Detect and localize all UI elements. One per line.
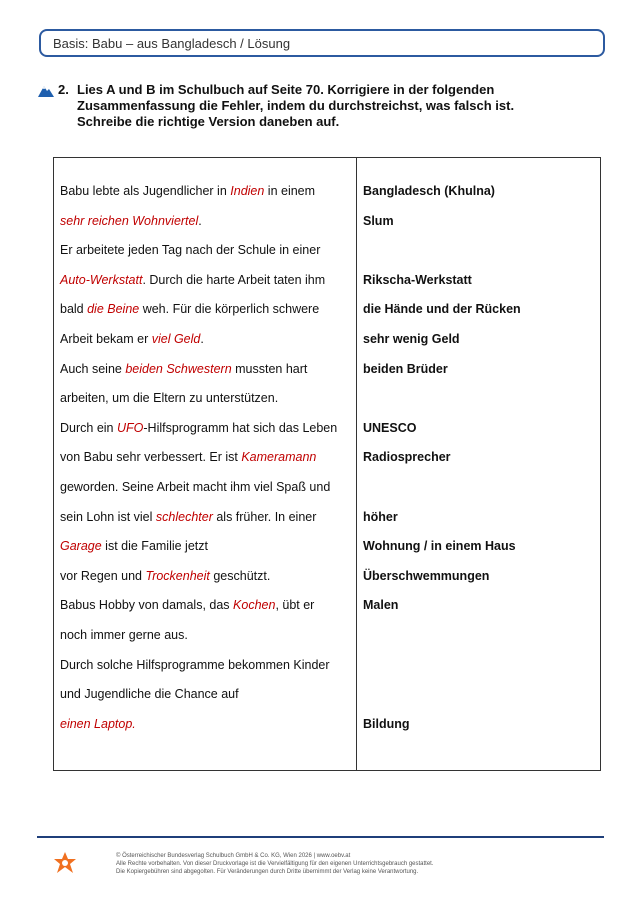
table-row-correction: Radiosprecher — [363, 450, 451, 464]
task-number: 2. — [58, 82, 69, 97]
table-row-left — [60, 596, 314, 614]
error-text: beiden Schwestern — [125, 362, 232, 376]
summary-text: Durch solche Hilfsprogramme bekommen Kinder — [60, 658, 330, 672]
error-text: Trockenheit — [145, 569, 210, 583]
error-text: Indien — [230, 184, 265, 198]
table-row-left — [60, 241, 320, 259]
footer-text — [116, 852, 434, 876]
summary-text: vor Regen und — [60, 569, 146, 583]
table-row-correction: Wohnung / in einem Haus — [363, 539, 516, 553]
oebv-logo-icon — [52, 850, 78, 876]
error-text: einen Laptop. — [60, 717, 136, 731]
summary-text: weh. Für die körperlich schwere — [139, 302, 320, 316]
summary-text: Arbeit bekam er — [60, 332, 152, 346]
table-row-correction: beiden Brüder — [363, 362, 448, 376]
table-row-correction: sehr wenig Geld — [363, 332, 460, 346]
table-row-left — [60, 626, 188, 644]
task-line: Schreibe die richtige Version daneben auf. — [77, 114, 340, 129]
error-text: Kameramann — [241, 450, 317, 464]
table-row-correction: Bildung — [363, 717, 410, 731]
table-row-correction: die Hände und der Rücken — [363, 302, 521, 316]
summary-text: noch immer gerne aus. — [60, 628, 188, 642]
correction-table — [53, 157, 601, 771]
table-row-left — [60, 300, 319, 318]
summary-text: sein Lohn ist viel — [60, 510, 156, 524]
task-line: Zusammenfassung die Fehler, indem du durchstreichst, was falsch ist. — [77, 98, 515, 113]
table-row-left — [60, 330, 204, 348]
error-text: schlechter — [155, 510, 213, 524]
summary-text: bald — [60, 302, 88, 316]
summary-text: . — [200, 332, 204, 346]
summary-text: und Jugendliche die Chance auf — [60, 687, 239, 701]
table-row-correction: UNESCO — [363, 421, 417, 435]
summary-text: , übt er — [275, 598, 315, 612]
error-text: Garage — [60, 539, 102, 553]
summary-text: . Durch die harte Arbeit taten ihm — [142, 273, 326, 287]
table-row-left — [60, 478, 330, 496]
page-title: Basis: Babu – aus Bangladesch / Lösung — [53, 36, 291, 51]
summary-text: Auch seine — [60, 362, 126, 376]
summary-text: Babu lebte als Jugendlicher in — [60, 184, 231, 198]
mountain-difficulty-icon — [38, 83, 54, 97]
summary-text: Babus Hobby von damals, das — [60, 598, 234, 612]
error-text: Kochen — [233, 598, 276, 612]
table-row-left — [60, 715, 136, 733]
table-row-left — [60, 182, 315, 200]
table-row-left — [60, 685, 239, 703]
summary-text: als früher. In einer — [212, 510, 317, 524]
table-row-left — [60, 656, 330, 674]
error-text: die Beine — [87, 302, 140, 316]
footer-line: Alle Rechte vorbehalten. Von dieser Druckvorlage ist die Vervielfältigung für den eigenen Unterrichtsgebrauch gestattet. — [116, 861, 434, 867]
column-divider — [356, 158, 357, 770]
summary-text: geschützt. — [209, 569, 271, 583]
table-row-correction: Malen — [363, 598, 399, 612]
table-row-correction: Slum — [363, 214, 394, 228]
task-instructions — [77, 82, 547, 130]
table-row-left — [60, 360, 307, 378]
summary-text: Durch ein — [60, 421, 117, 435]
summary-text: in einem — [264, 184, 316, 198]
summary-text: geworden. Seine Arbeit macht ihm viel Spaß und — [60, 480, 331, 494]
table-row-left — [60, 448, 316, 466]
table-row-correction: Überschwemmungen — [363, 569, 490, 583]
task-line: Lies A und B im Schulbuch auf Seite 70. Korrigiere in der folgenden — [77, 82, 495, 97]
footer-line: Die Kopiergebühren sind abgegolten. Für Veränderungen durch Dritte übernimmt der Verlag keine Verantwortung. — [116, 869, 419, 875]
footer-line: © Österreichischer Bundesverlag Schulbuch GmbH & Co. KG, Wien 2026 | www.oebv.at — [116, 853, 351, 859]
error-text: sehr reichen Wohnviertel — [60, 214, 199, 228]
summary-text: mussten hart — [231, 362, 308, 376]
table-row-left — [60, 419, 337, 437]
error-text: viel Geld — [151, 332, 201, 346]
table-row-correction: höher — [363, 510, 398, 524]
summary-text: Er arbeitete jeden Tag nach der Schule in einer — [60, 243, 321, 257]
summary-text: -Hilfsprogramm hat sich das Leben — [143, 421, 338, 435]
table-row-left — [60, 389, 278, 407]
table-row-left — [60, 508, 316, 526]
table-row-left — [60, 567, 270, 585]
summary-text: ist die Familie jetzt — [101, 539, 208, 553]
table-row-correction: Bangladesch (Khulna) — [363, 184, 495, 198]
footer-divider — [37, 836, 604, 838]
summary-text: arbeiten, um die Eltern zu unterstützen. — [60, 391, 279, 405]
summary-text: von Babu sehr verbessert. Er ist — [60, 450, 242, 464]
header-box — [39, 29, 605, 57]
error-text: Auto-Werkstatt — [60, 273, 143, 287]
table-row-correction: Rikscha-Werkstatt — [363, 273, 472, 287]
error-text: UFO — [116, 421, 144, 435]
summary-text: . — [198, 214, 202, 228]
table-row-left — [60, 271, 325, 289]
table-row-left — [60, 537, 208, 555]
table-row-left — [60, 212, 202, 230]
